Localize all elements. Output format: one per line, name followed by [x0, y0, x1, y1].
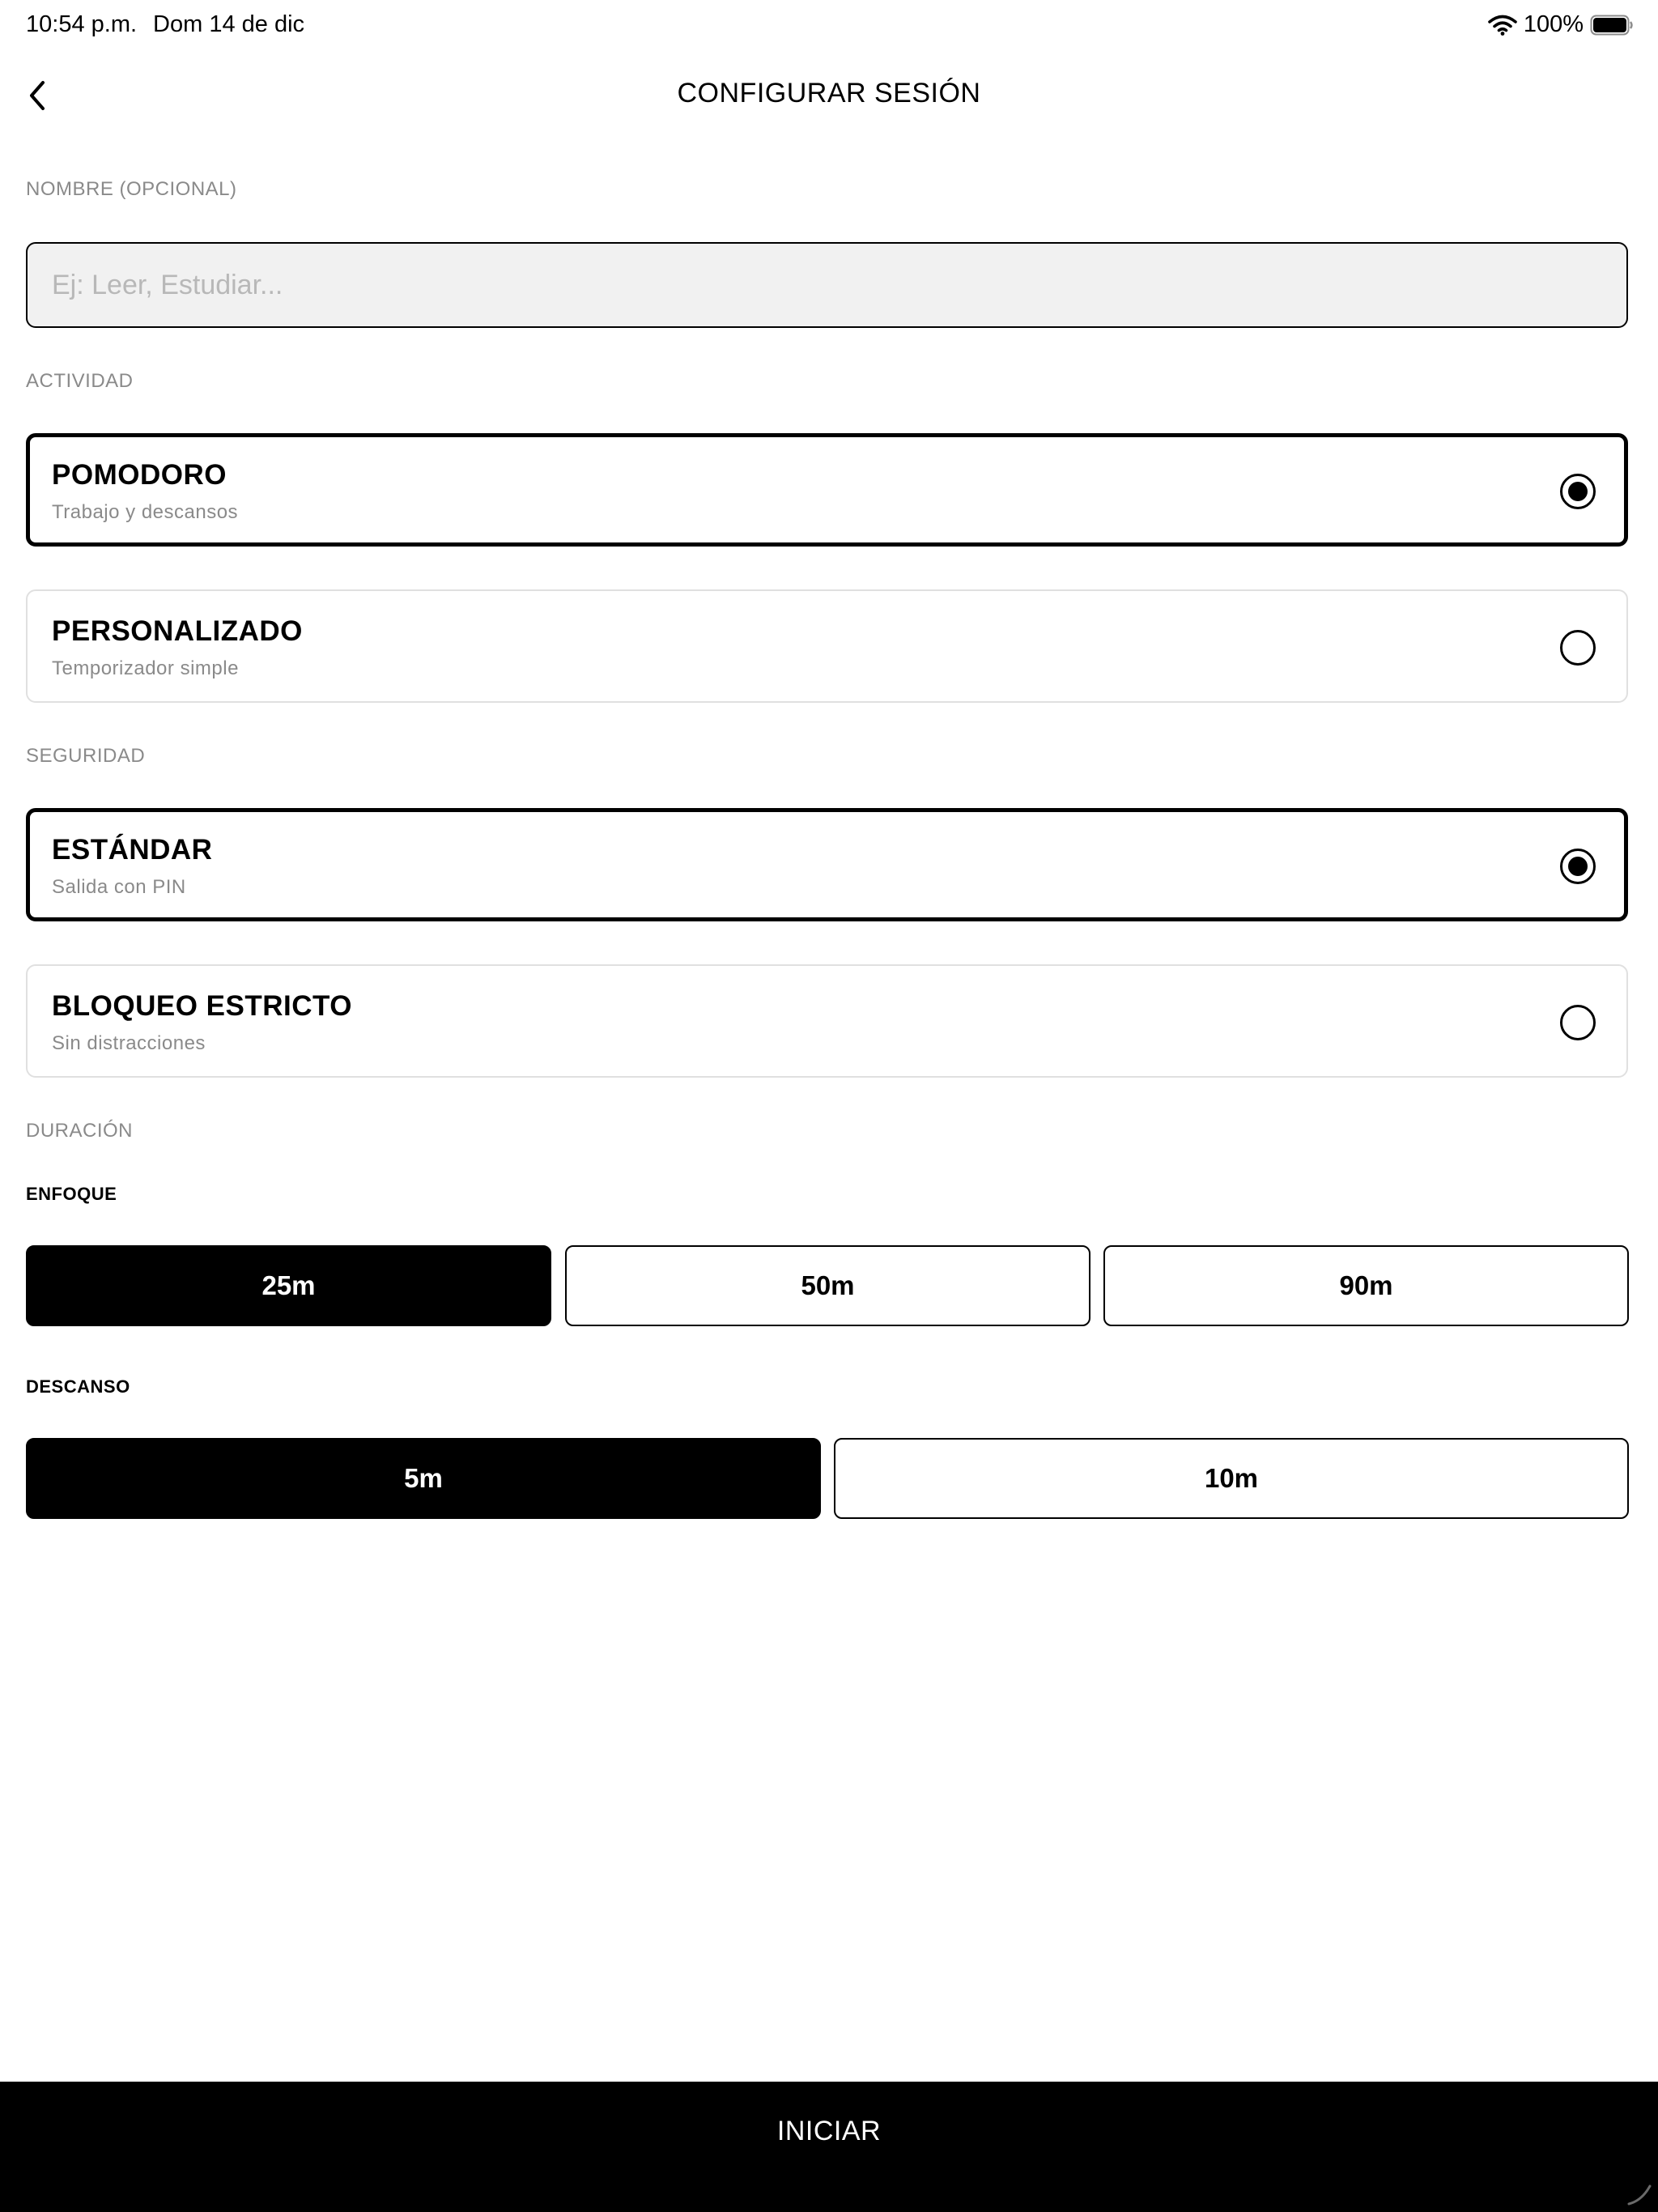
option-subtitle: Sin distracciones [52, 1032, 206, 1054]
battery-percent: 100% [1523, 11, 1584, 37]
option-title: PERSONALIZADO [52, 615, 303, 647]
option-title: POMODORO [52, 459, 227, 491]
focus-option-50m[interactable]: 50m [565, 1245, 1090, 1326]
status-bar-left [26, 11, 304, 38]
status-date: Dom 14 de dic [153, 11, 305, 37]
option-subtitle: Salida con PIN [52, 876, 186, 898]
focus-option-90m[interactable]: 90m [1103, 1245, 1629, 1326]
activity-option-pomodoro[interactable] [26, 433, 1628, 547]
radio-selected-icon[interactable] [1560, 849, 1596, 884]
radio-selected-icon[interactable] [1560, 474, 1596, 509]
resize-handle-icon[interactable] [1626, 2180, 1653, 2207]
option-subtitle: Temporizador simple [52, 657, 239, 679]
status-time: 10:54 p.m. [26, 11, 138, 37]
focus-label: ENFOQUE [26, 1184, 117, 1204]
duration-section-label: DURACIÓN [26, 1120, 134, 1142]
status-bar-right [1488, 11, 1634, 38]
activity-option-personalizado[interactable] [26, 589, 1628, 703]
page-title: CONFIGURAR SESIÓN [677, 78, 981, 108]
start-button[interactable] [0, 2082, 1658, 2212]
security-option-bloqueo-estricto[interactable] [26, 964, 1628, 1078]
focus-option-25m[interactable]: 25m [26, 1245, 551, 1326]
activity-section-label: ACTIVIDAD [26, 370, 134, 392]
break-option-5m[interactable]: 5m [26, 1438, 821, 1519]
wifi-icon [1488, 15, 1517, 36]
security-option-estandar[interactable] [26, 808, 1628, 921]
security-section-label: SEGURIDAD [26, 745, 146, 767]
session-name-input[interactable] [26, 242, 1628, 328]
break-label: DESCANSO [26, 1376, 130, 1397]
radio-unselected-icon[interactable] [1560, 630, 1596, 666]
break-option-10m[interactable]: 10m [834, 1438, 1629, 1519]
start-button-label: INICIAR [776, 2116, 882, 2146]
option-subtitle: Trabajo y descansos [52, 501, 239, 523]
option-title: BLOQUEO ESTRICTO [52, 990, 352, 1022]
name-section-label: NOMBRE (OPCIONAL) [26, 178, 237, 200]
option-title: ESTÁNDAR [52, 834, 213, 866]
radio-unselected-icon[interactable] [1560, 1005, 1596, 1040]
battery-icon [1590, 15, 1634, 36]
